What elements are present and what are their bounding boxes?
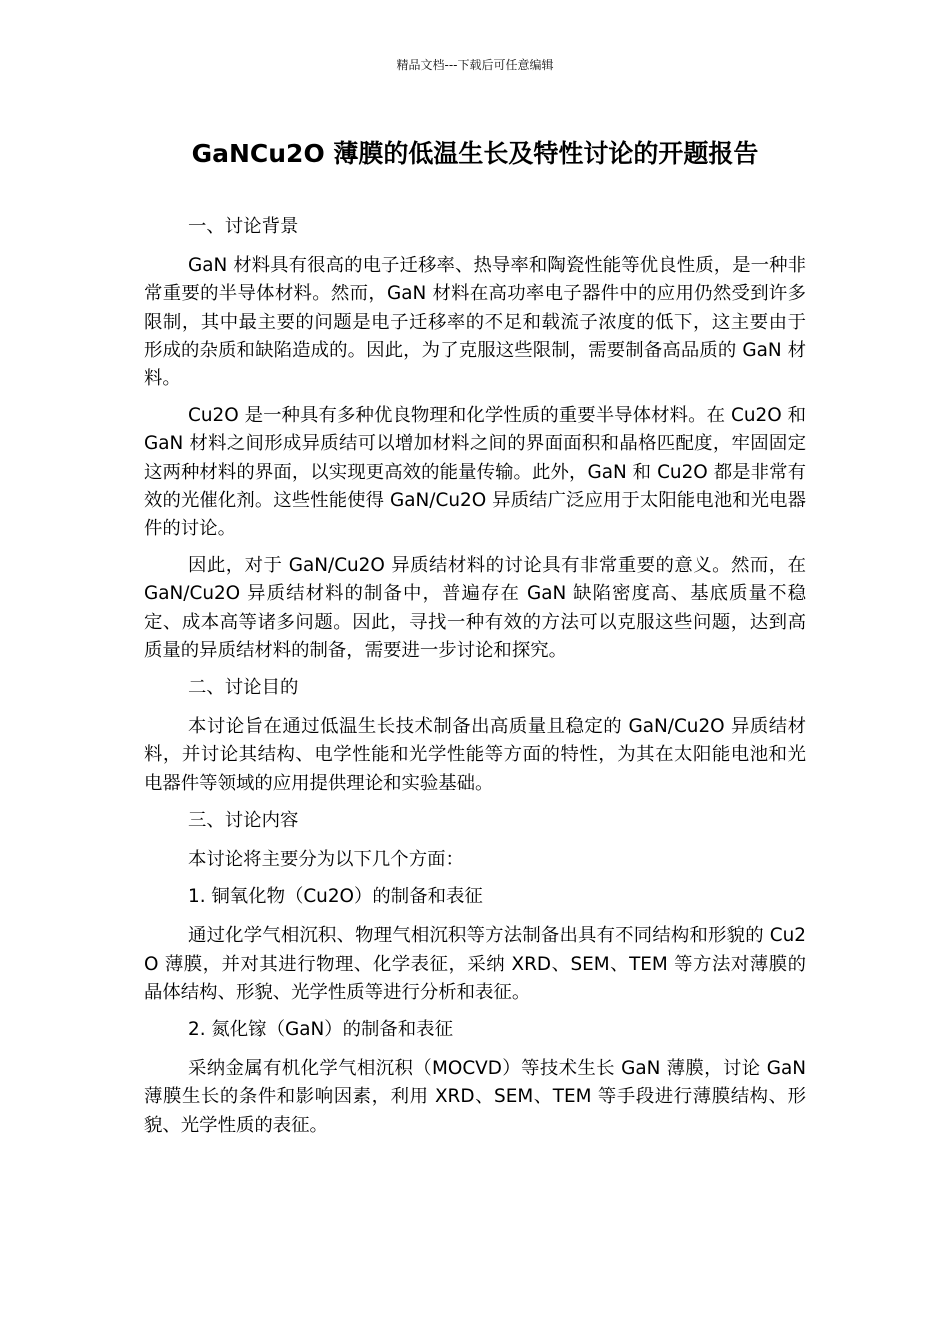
paragraph-gan-intro: GaN 材料具有很高的电子迁移率、热导率和陶瓷性能等优良性质，是一种非常重要的半导体材料。然而，GaN 材料在高功率电子器件中的应用仍然受到许多限制，其中最主要的问题是电子迁移率的不足和载流子浓度的低下，这主要由于形成的杂质和缺陷造成的。因此，为了克服这些限制，需要制备高品质的 GaN 材料。: [144, 255, 806, 390]
paragraph-content-intro: 本讨论将主要分为以下几个方面：: [188, 849, 464, 871]
section-heading-content: 三、讨论内容: [188, 809, 299, 831]
paragraph-cu2o-method: 通过化学气相沉积、物理气相沉积等方法制备出具有不同结构和形貌的 Cu2O 薄膜，并对其进行物理、化学表征，采纳 XRD、SEM、TEM 等方法对薄膜的晶体结构、形貌、光学性质等进行分析和表征。: [144, 925, 806, 1003]
paragraph-purpose: 本讨论旨在通过低温生长技术制备出高质量且稳定的 GaN/Cu2O 异质结材料，并讨论其结构、电学性能和光学性能等方面的特性，为其在太阳能电池和光电器件等领域的应用提供理论和实验基础。: [144, 716, 806, 794]
section-heading-background: 一、讨论背景: [188, 216, 299, 237]
section-heading-purpose: 二、讨论目的: [188, 677, 299, 699]
paragraph-significance: 因此，对于 GaN/Cu2O 异质结材料的讨论具有非常重要的意义。然而，在 GaN/Cu2O 异质结材料的制备中，普遍存在 GaN 缺陷密度高、基底质量不稳定、成本高等诸多问题。因此，寻找一种有效的方法可以克服这些问题，达到高质量的异质结材料的制备，需要进一步讨论和探究。: [144, 555, 806, 661]
document-body: [144, 213, 806, 1149]
document-title: GaNCu2O 薄膜的低温生长及特性讨论的开题报告: [191, 139, 759, 168]
header-note: 精品文档---下载后可任意编辑: [396, 58, 554, 72]
subheading-gan: 2. 氮化镓（GaN）的制备和表征: [188, 1019, 453, 1041]
paragraph-cu2o-intro: Cu2O 是一种具有多种优良物理和化学性质的重要半导体材料。在 Cu2O 和 GaN 材料之间形成异质结可以增加材料之间的界面面积和晶格匹配度，牢固固定这两种材料的界面，以实现更高效的能量传输。此外，GaN 和 Cu2O 都是非常有效的光催化剂。这些性能使得 GaN/Cu2O 异质结广泛应用于太阳能电池和光电器件的讨论。: [144, 405, 806, 540]
paragraph-gan-method: 采纳金属有机化学气相沉积（MOCVD）等技术生长 GaN 薄膜，讨论 GaN 薄膜生长的条件和影响因素，利用 XRD、SEM、TEM 等手段进行薄膜结构、形貌、光学性质的表征。: [144, 1058, 806, 1136]
subheading-cu2o: 1. 铜氧化物（Cu2O）的制备和表征: [188, 886, 483, 908]
